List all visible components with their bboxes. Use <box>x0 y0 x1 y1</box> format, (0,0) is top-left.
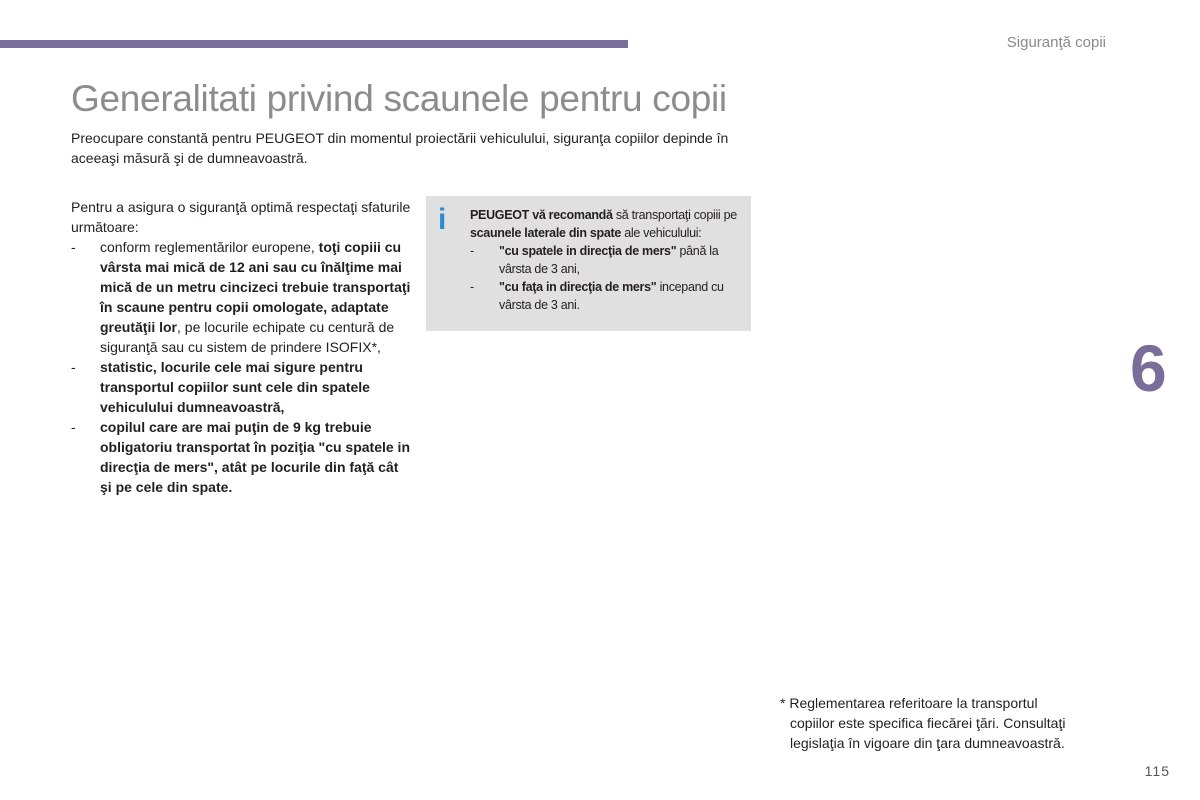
advice-item-text: , pe locurile echipate cu centură de siguranţă sau cu sistem de prindere ISOFIX*, <box>100 319 395 355</box>
list-dash: - <box>470 244 474 258</box>
section-header: Siguranţă copii <box>1006 34 1106 51</box>
footnote <box>780 693 1120 753</box>
advice-item-bold: statistic, locurile cele mai sigure pentru transportul copiilor sunt cele din spatele vehiculului dumneavoastră, <box>100 359 370 415</box>
advice-item-text: conform reglementărilor europene, <box>100 239 319 255</box>
list-item <box>470 242 746 278</box>
list-dash: - <box>71 419 76 435</box>
info-span: până la vârsta de 3 ani, <box>499 244 719 276</box>
list-dash: - <box>71 359 76 375</box>
info-list <box>470 242 746 314</box>
footnote-line: * Reglementarea referitoare la transportul <box>780 695 1038 711</box>
page-title: Generalitati privind scaunele pentru copii <box>71 78 727 119</box>
list-item <box>71 417 411 497</box>
page-number: 115 <box>1144 763 1170 779</box>
advice-item-bold: copilul care are mai puţin de 9 kg trebuie obligatoriu transportat în poziţia "cu spatele in direcţia de mers", atât pe locurile din faţă cât şi pe cele din spate. <box>100 419 410 495</box>
info-bold: PEUGEOT vă recomandă <box>470 208 613 222</box>
info-bold: "cu faţa in direcţia de mers" <box>499 280 657 294</box>
list-item <box>71 237 411 357</box>
info-span: să transportaţi copiii pe <box>612 208 737 222</box>
advice-lead: Pentru a asigura o siguranţă optimă respectaţi sfaturile următoare: <box>71 199 411 235</box>
info-span: ale vehiculului: <box>621 226 702 240</box>
info-paragraph <box>470 206 746 242</box>
chapter-number: 6 <box>1130 331 1167 405</box>
advice-list <box>71 237 411 497</box>
advice-item-bold: toţi copiii cu vârsta mai mică de 12 ani sau cu înălţime mai mică de un metru cincizeci trebuie transportaţi în scaune pentru copii omologate, adaptate greutăţii lor <box>100 239 411 335</box>
advice-column <box>71 197 411 497</box>
list-item <box>470 278 746 314</box>
info-text <box>470 206 746 314</box>
info-box <box>426 196 751 331</box>
info-icon: i <box>438 203 447 236</box>
info-bold: "cu spatele in direcţia de mers" <box>499 244 677 258</box>
footnote-line: legislaţia în vigoare din ţara dumneavoastră. <box>790 735 1065 751</box>
info-bold: scaunele laterale din spate <box>470 226 622 240</box>
list-item <box>71 357 411 417</box>
intro-paragraph: Preocupare constantă pentru PEUGEOT din momentul proiectării vehiculului, siguranţa copiilor depinde în aceeaşi măsură şi de dumneavoastră. <box>71 130 729 166</box>
footnote-line: copiilor este specifica fiecărei ţări. Consultaţi <box>790 715 1066 731</box>
list-dash: - <box>71 239 76 255</box>
header-accent-bar <box>0 40 628 48</box>
info-span: incepand cu vârsta de 3 ani. <box>499 280 724 312</box>
list-dash: - <box>470 280 474 294</box>
